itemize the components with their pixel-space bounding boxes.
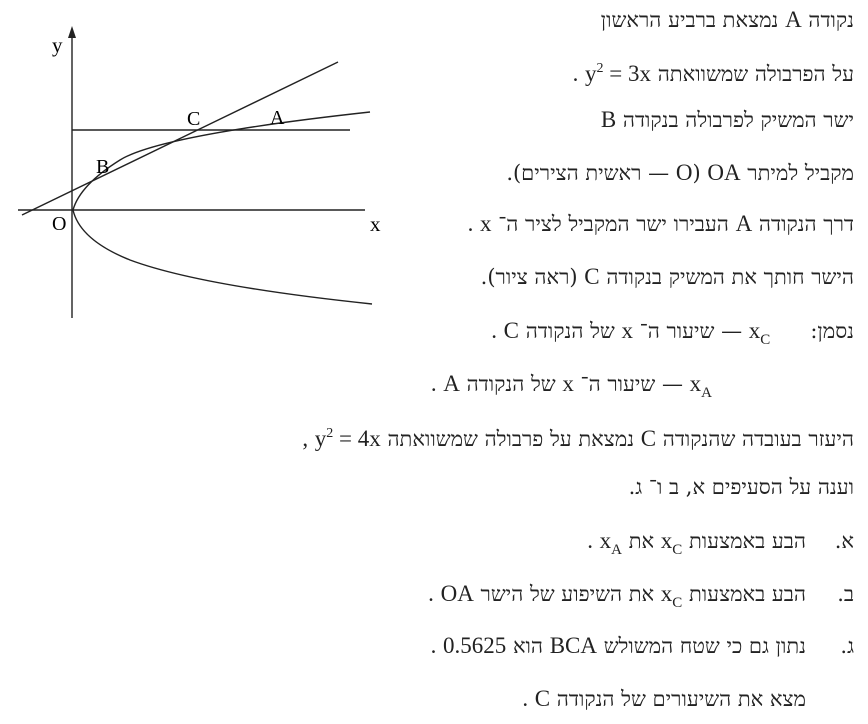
point-a-label: A (270, 107, 285, 129)
text-line-6: הישר חותך את המשיק בנקודה C (ראה ציור). (480, 264, 854, 289)
text-line-10: וענה על הסעיפים א, ב ו־ ג. (628, 475, 854, 499)
text-line-3: ישר המשיק לפרבולה בנקודה B (600, 107, 854, 132)
tangent-line (22, 62, 338, 215)
question-c-continued: מצא את השיעורים של הנקודה C . (522, 686, 806, 711)
text-line-2: על הפרבולה שמשוואתה $y^2 = 3x$ . (572, 61, 854, 86)
point-b-label: B (96, 156, 110, 178)
parabola-curve (73, 112, 372, 304)
text-line-4: מקביל למיתר OA (O — ראשית הצירים). (506, 160, 854, 185)
text-line-7: נסמן: $x_C$ — שיעור ה־ x של הנקודה C . (491, 318, 854, 348)
point-o-label: O (52, 213, 67, 235)
text-line-5: דרך הנקודה A העבירו ישר המקביל לציר ה־ x . (467, 211, 854, 236)
text-line-8: $x_A$ — שיעור ה־ x של הנקודה A . (430, 371, 712, 401)
x-axis-label: x (370, 212, 381, 236)
question-c: ג. נתון גם כי שטח המשולש BCA הוא 0.5625 . (430, 633, 854, 658)
y-axis-arrow (68, 26, 76, 38)
point-c-label: C (187, 108, 201, 130)
text-line-1: נקודה A נמצאת ברביע הראשון (600, 7, 854, 32)
question-b: ב. הבע באמצעות $x_C$ את השיפוע של הישר OA . (428, 581, 854, 611)
parabola-figure (0, 0, 400, 330)
text-line-9: היעזר בעובדה שהנקודה C נמצאת על פרבולה שמשוואתה $y^2 = 4x$ , (302, 426, 854, 451)
y-axis-label: y (52, 33, 63, 57)
question-a: א. הבע באמצעות $x_C$ את $x_A$ . (587, 528, 854, 558)
